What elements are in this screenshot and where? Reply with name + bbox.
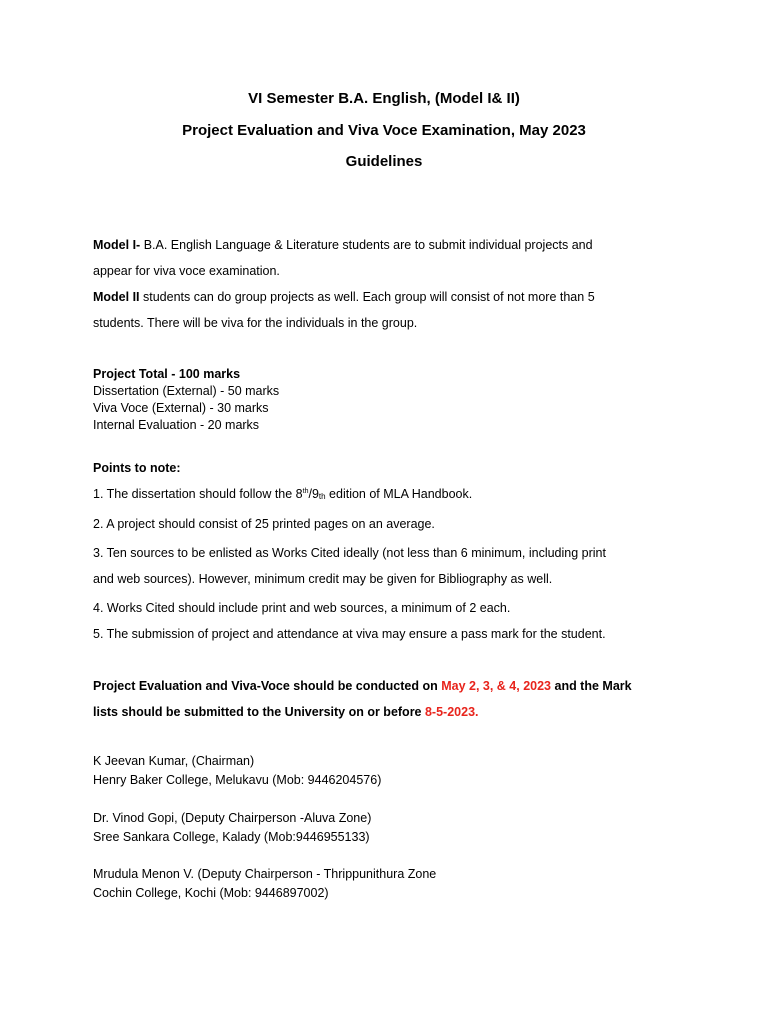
point-1-text-a: 1. The dissertation should follow the 8 [93,487,303,501]
marks-internal: Internal Evaluation - 20 marks [93,418,260,432]
point-1-sup: th [302,488,309,495]
model2-line2: students. There will be viva for the individuals in the group. [93,316,418,330]
points-heading: Points to note: [93,461,181,475]
point-3-line2: and web sources). However, minimum credit may be given for Bibliography as well. [93,572,553,586]
schedule-text-b: and the Mark [551,679,632,693]
contact-2-college: Sree Sankara College, Kalady (Mob:9446955133) [93,830,370,844]
title-semester: VI Semester B.A. English, (Model I& II) [248,90,520,107]
schedule-deadline: 8-5-2023. [424,705,479,719]
marks-total: Project Total - 100 marks [93,367,241,381]
schedule-line2 [93,705,479,719]
title-examination: Project Evaluation and Viva Voce Examination, May 2023 [182,122,586,139]
point-1 [93,487,472,501]
schedule-line1 [93,679,632,693]
schedule-text-a: Project Evaluation and Viva-Voce should be conducted on [93,679,442,693]
contact-3-name: Mrudula Menon V. (Deputy Chairperson - Thrippunithura Zone [93,867,437,881]
contact-3-college: Cochin College, Kochi (Mob: 9446897002) [93,886,329,900]
point-3-line1: 3. Ten sources to be enlisted as Works Cited ideally (not less than 6 minimum, including print [93,546,606,560]
point-2: 2. A project should consist of 25 printed pages on an average. [93,517,435,531]
model1-label: Model I- [93,238,141,252]
model2-text-a: students can do group projects as well. Each group will consist of not more than 5 [139,290,595,304]
point-1-text-b: /9 [308,487,319,501]
title-guidelines: Guidelines [345,153,423,170]
model2-label: Model II [93,290,140,304]
marks-dissertation: Dissertation (External) - 50 marks [93,384,280,398]
point-5: 5. The submission of project and attendance at viva may ensure a pass mark for the student. [93,627,606,641]
point-4: 4. Works Cited should include print and web sources, a minimum of 2 each. [93,601,511,615]
contact-1-name: K Jeevan Kumar, (Chairman) [93,754,255,768]
point-1-sub: th [318,492,326,501]
point-1-text-c: edition of MLA Handbook. [325,487,473,501]
model1-text-a: B.A. English Language & Literature students are to submit individual projects and [140,238,593,252]
schedule-text-c: lists should be submitted to the University on or before [93,705,425,719]
contact-1-college: Henry Baker College, Melukavu (Mob: 9446204576) [93,773,382,787]
marks-viva: Viva Voce (External) - 30 marks [93,401,269,415]
model1-line2: appear for viva voce examination. [93,264,280,278]
contact-2-name: Dr. Vinod Gopi, (Deputy Chairperson -Aluva Zone) [93,811,372,825]
model2-line1 [93,290,595,304]
model1-line1 [93,238,593,252]
schedule-dates: May 2, 3, & 4, 2023 [441,679,552,693]
